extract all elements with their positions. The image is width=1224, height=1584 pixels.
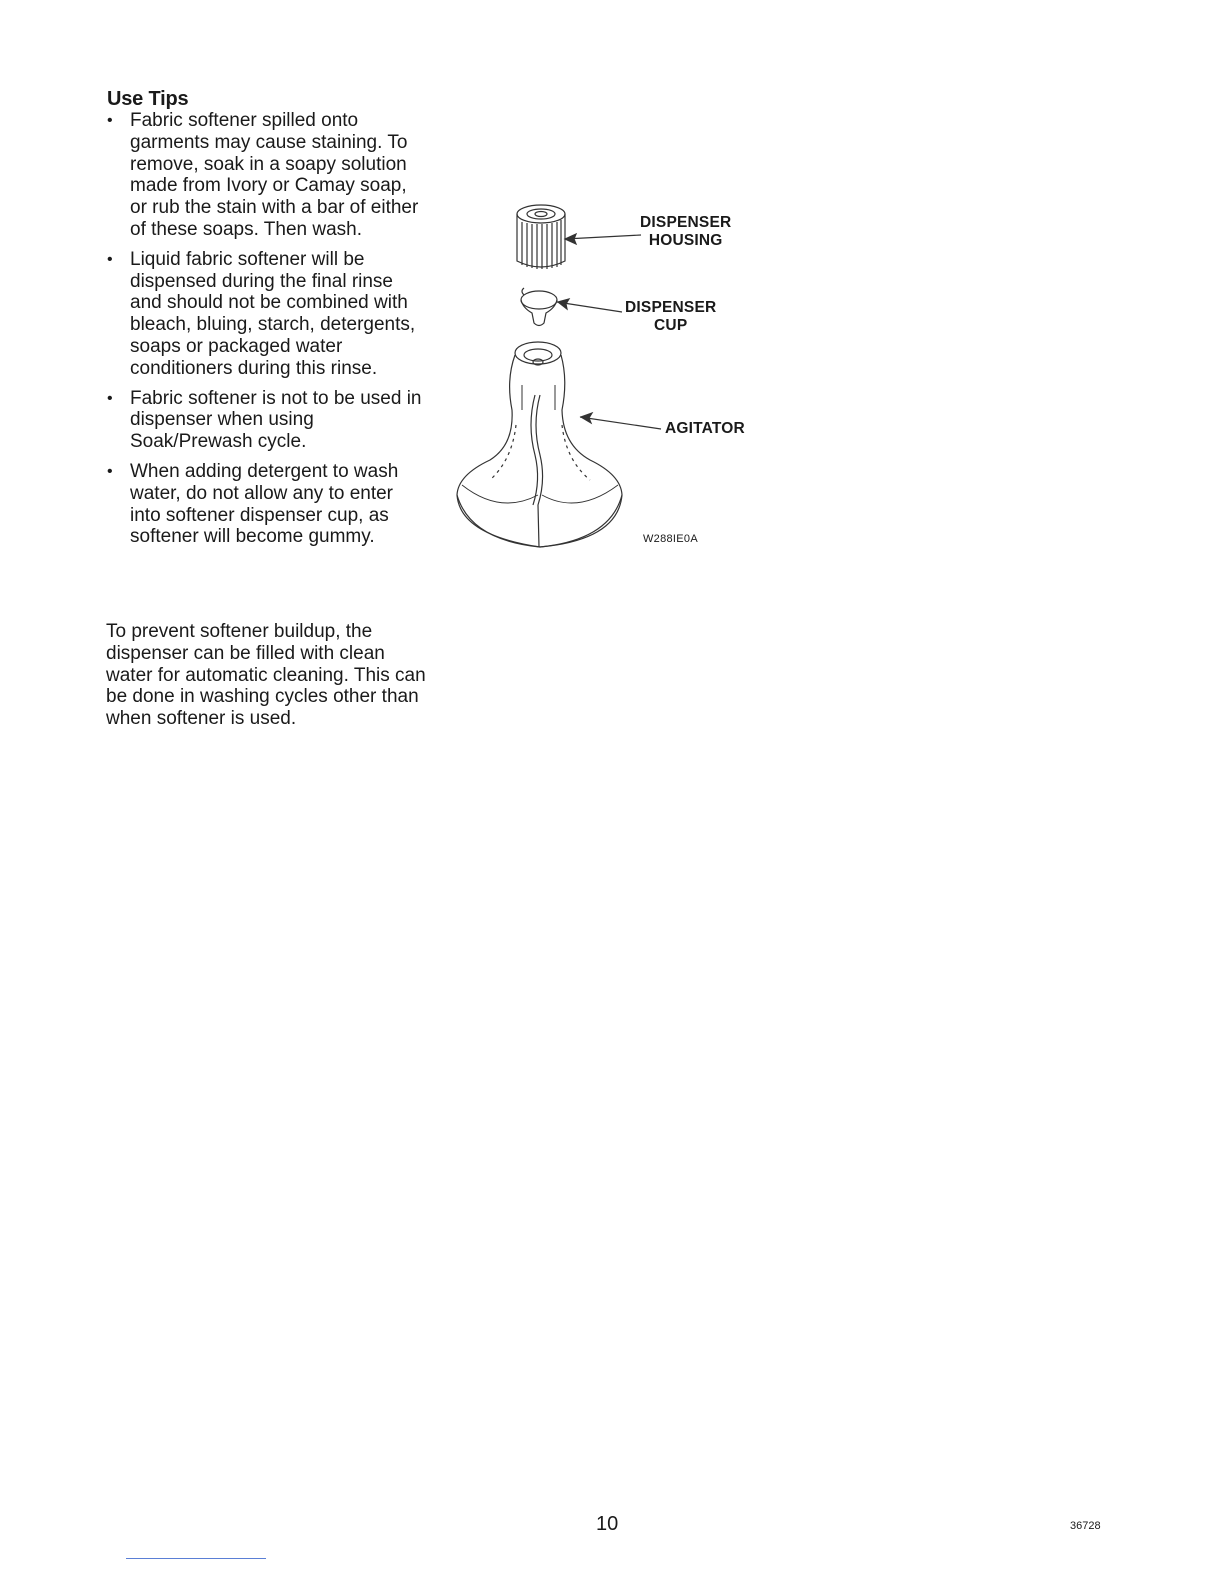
label-line: DISPENSER (625, 299, 717, 316)
label-dispenser-cup (625, 299, 716, 335)
label-line: HOUSING (648, 232, 723, 249)
dispenser-diagram (450, 195, 770, 565)
label-line: AGITATOR (665, 420, 745, 437)
label-line: CUP (654, 317, 688, 334)
bullet: • (107, 389, 113, 407)
list-item (107, 249, 427, 380)
label-dispenser-housing (640, 214, 731, 250)
figure-code: W288IE0A (643, 533, 698, 545)
tip-text: Fabric softener is not to be used in dispenser when using Soak/Prewash cycle. (130, 387, 422, 453)
page-number: 10 (596, 1513, 619, 1535)
list-item (107, 461, 427, 548)
bullet: • (107, 112, 113, 129)
tip-text: Fabric softener spilled onto garments may cause staining. To remove, soak in a soapy solution made from Ivory or Camay soap, or rub the stain with a bar of either of these soaps. Then wash. (130, 110, 419, 240)
bullet: • (107, 462, 113, 480)
footer-rule (126, 1558, 266, 1559)
bullet: • (107, 250, 113, 268)
label-agitator (665, 420, 745, 438)
dispenser-figure (450, 195, 770, 565)
list-item (107, 388, 427, 453)
tip-text: Liquid fabric softener will be dispensed during the final rinse and should not be combined with bleach, bluing, starch, detergents, soaps or packaged water conditioners during this rinse. (130, 248, 416, 379)
use-tips-heading: Use Tips (107, 88, 189, 110)
list-item (107, 110, 427, 241)
tip-text: When adding detergent to wash water, do not allow any to enter into softener dispenser cup, as softener will become gummy. (130, 460, 399, 548)
use-tips-list (107, 110, 427, 556)
label-line: DISPENSER (640, 214, 732, 231)
closing-paragraph: To prevent softener buildup, the dispenser can be filled with clean water for automatic cleaning. This can be done in washing cycles other than when softener is used. (106, 621, 426, 730)
document-code: 36728 (1070, 1520, 1101, 1532)
dispenser-cup-drawing (521, 288, 557, 326)
agitator-drawing (457, 342, 622, 547)
dispenser-housing-drawing (517, 205, 565, 269)
